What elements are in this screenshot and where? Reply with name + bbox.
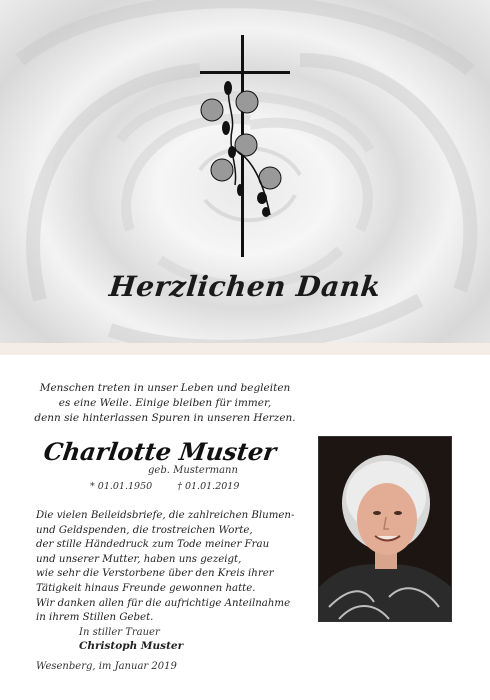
message-line: wie sehr die Verstorbene über den Kreis ihrer: [36, 568, 274, 580]
place-date: Wesenberg, im Januar 2019: [36, 661, 177, 672]
mourning-intro: In stiller Trauer: [79, 627, 160, 638]
portrait-image: [319, 437, 451, 621]
message-line: Tätigkeit hinaus Freunde gewonnen hatte.: [36, 582, 256, 594]
message-line: Die vielen Beileidsbriefe, die zahlreichen Blumen-: [36, 510, 295, 521]
white-rose-background: [0, 0, 490, 343]
quote-line: denn sie hinterlassen Spuren in unseren Herzen.: [34, 412, 296, 424]
message-line: und unserer Mutter, haben uns gezeigt,: [36, 553, 242, 565]
mourner-name: Christoph Muster: [79, 640, 184, 652]
death-date: † 01.01.2019: [177, 481, 240, 492]
thanks-heading: Herzlichen Dank: [107, 270, 383, 303]
thank-you-message: [36, 509, 321, 626]
quote-line: Menschen treten in unser Leben und begleiten: [39, 382, 291, 394]
quote-block: [0, 381, 330, 426]
deceased-name: Charlotte Muster: [41, 437, 279, 466]
cross-with-roses-icon: [200, 35, 290, 257]
birth-date: * 01.01.1950: [90, 481, 153, 492]
message-line: in ihrem Stillen Gebet.: [36, 612, 154, 624]
born-name: geb. Mustermann: [148, 465, 238, 476]
quote-line: es eine Weile. Einige bleiben für immer,: [58, 397, 272, 409]
message-line: der stille Händedruck zum Tode meiner Frau: [36, 539, 270, 551]
divider-band: [0, 343, 490, 355]
life-dates: [90, 481, 261, 492]
message-line: und Geldspenden, die trostreichen Worte,: [36, 524, 253, 536]
portrait-photo: [318, 436, 452, 622]
message-line: Wir danken allen für die aufrichtige Anteilnahme: [36, 597, 291, 609]
